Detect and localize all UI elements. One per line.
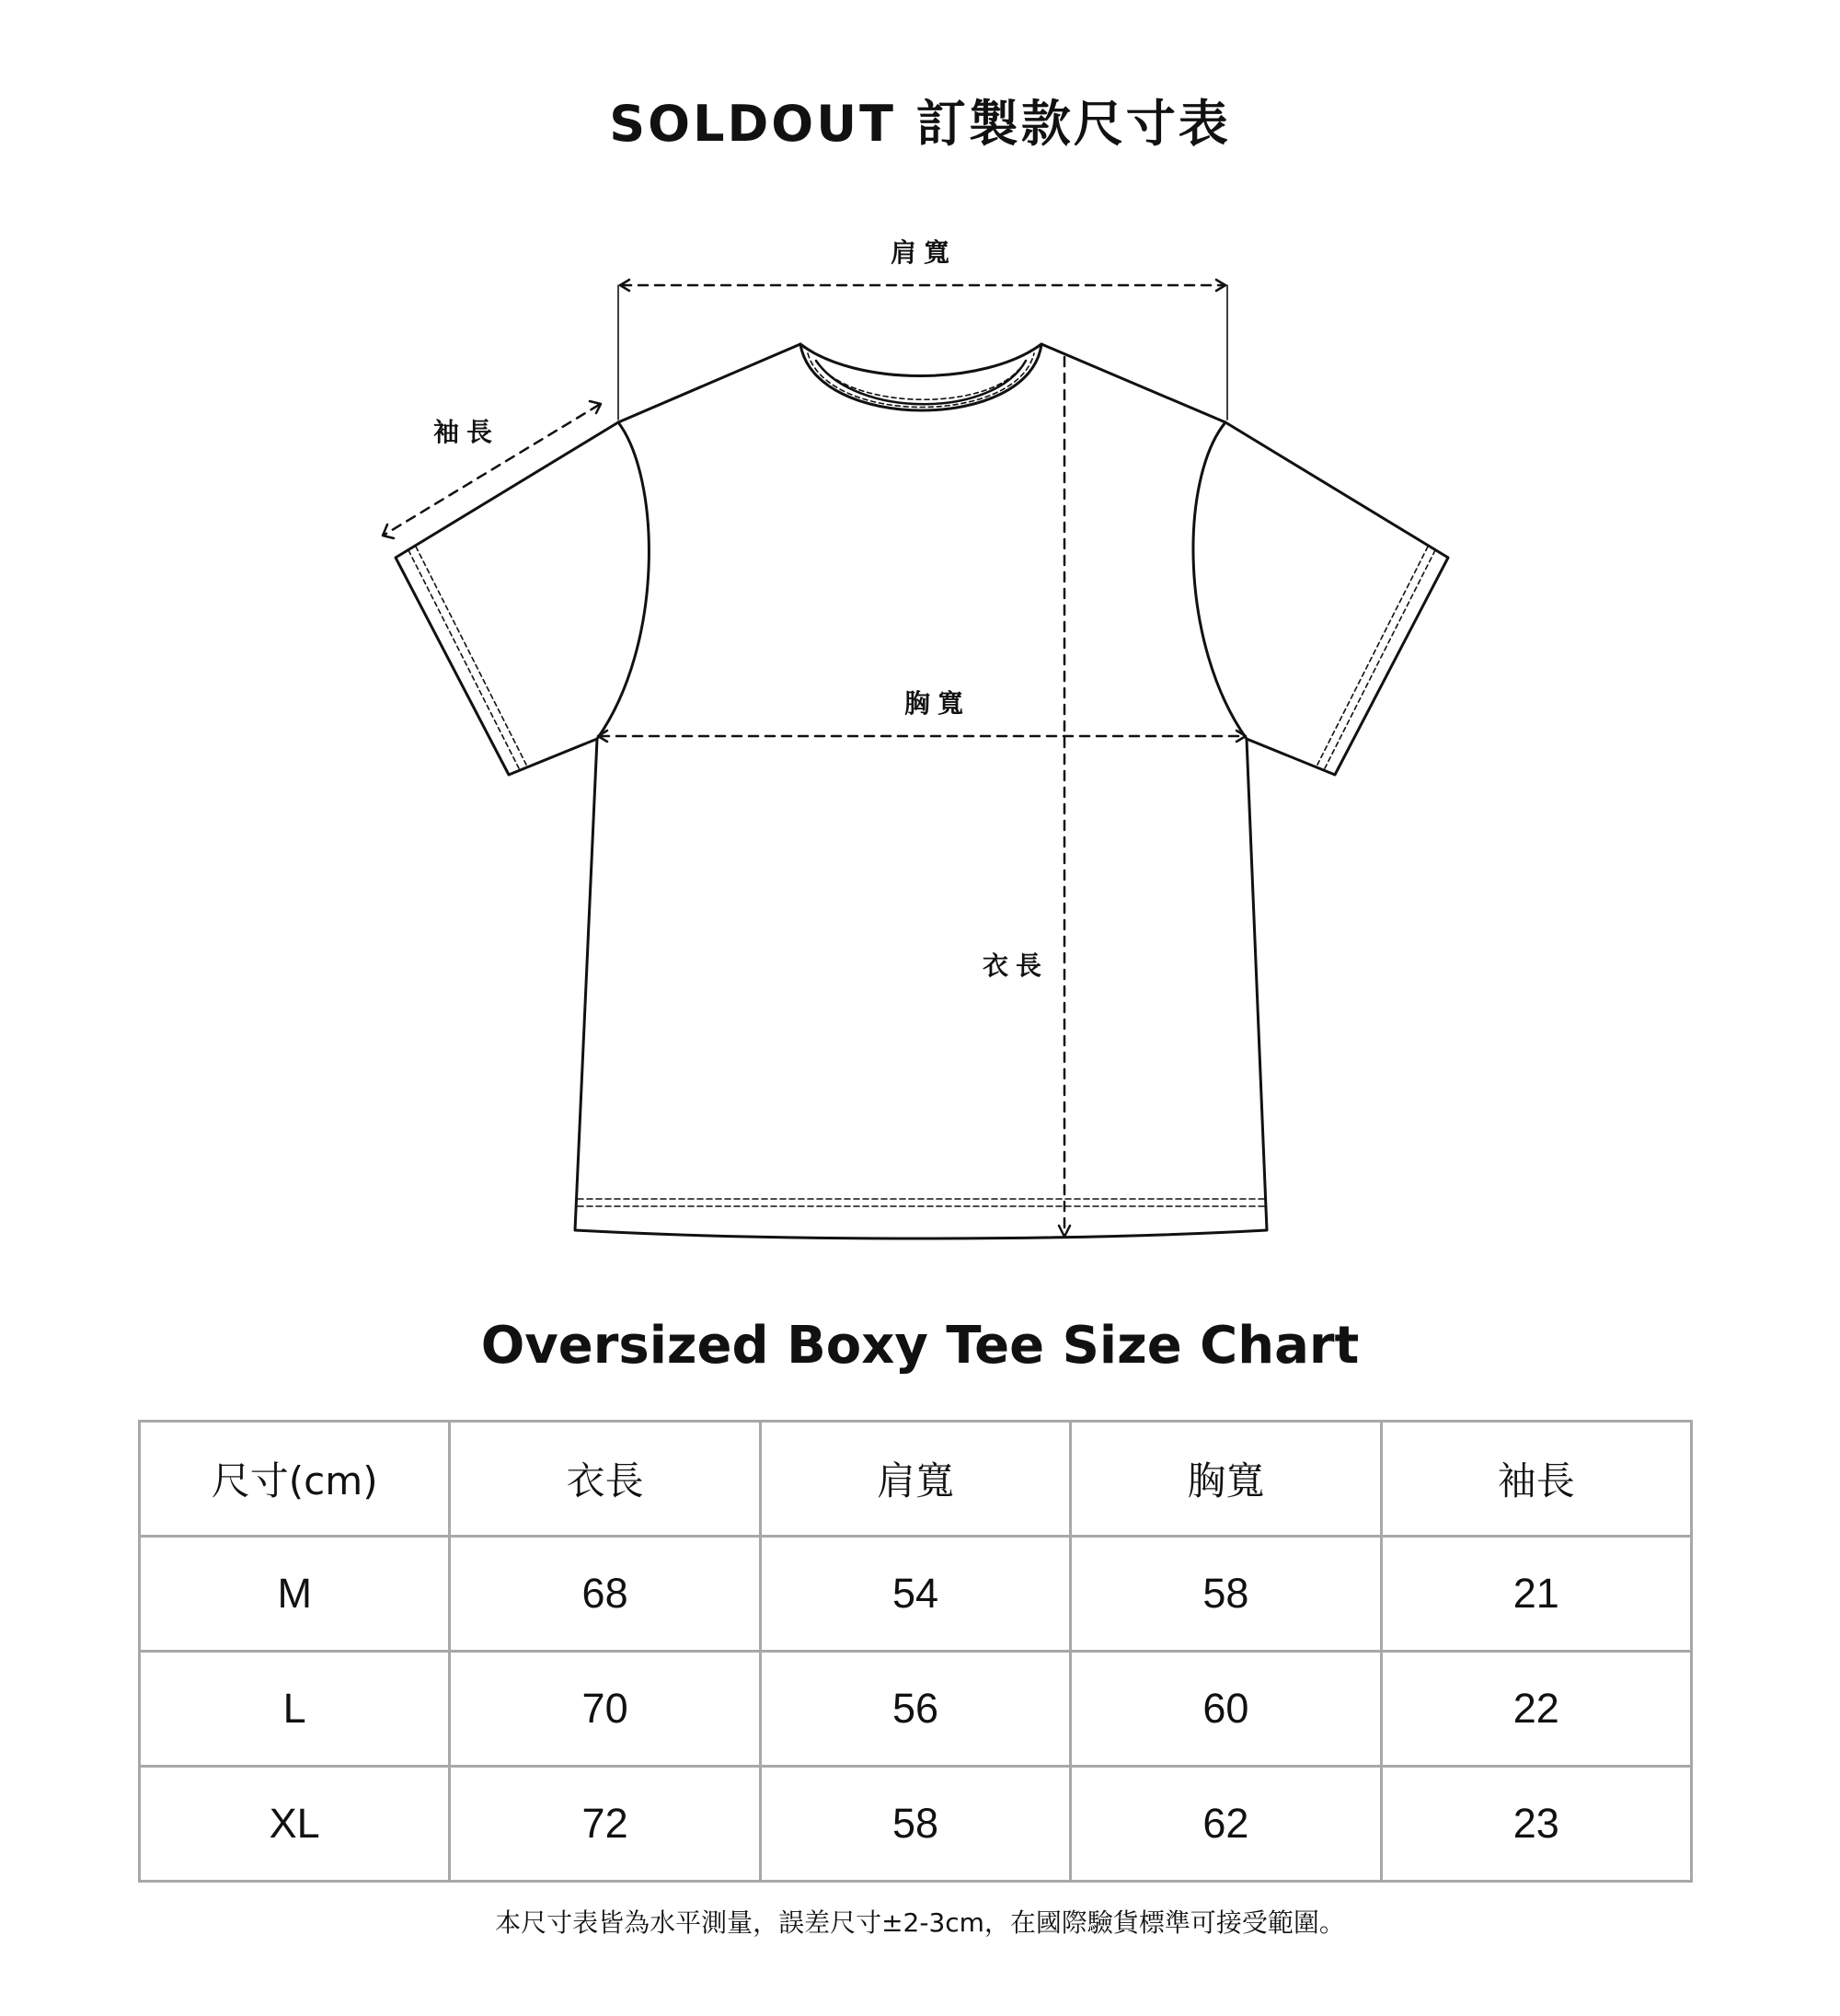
table-row xyxy=(140,1652,1692,1767)
table-cell: L xyxy=(140,1652,450,1767)
table-row xyxy=(140,1767,1692,1882)
table-cell: XL xyxy=(140,1767,450,1882)
header-chest: 胸寬 xyxy=(1071,1422,1381,1537)
table-header-row xyxy=(140,1422,1692,1537)
header-length: 衣長 xyxy=(450,1422,760,1537)
chest-width-label: 胸寬 xyxy=(904,688,972,719)
header-sleeve: 袖長 xyxy=(1381,1422,1691,1537)
table-cell: 68 xyxy=(450,1537,760,1652)
sleeve-length-label: 袖長 xyxy=(433,417,500,447)
table-cell: 58 xyxy=(760,1767,1070,1882)
table-cell: 70 xyxy=(450,1652,760,1767)
size-table xyxy=(138,1420,1693,1883)
table-cell: 72 xyxy=(450,1767,760,1882)
table-cell: 23 xyxy=(1381,1767,1691,1882)
measurement-note: 本尺寸表皆為水平測量，誤差尺寸±2-3cm，在國際驗貨標準可接受範圍。 xyxy=(495,1907,1345,1938)
body-length-label: 衣長 xyxy=(983,950,1050,981)
size-chart-title: Oversized Boxy Tee Size Chart xyxy=(480,1316,1360,1376)
table-cell: 22 xyxy=(1381,1652,1691,1767)
table-cell: 21 xyxy=(1381,1537,1691,1652)
table-cell: 58 xyxy=(1071,1537,1381,1652)
header-size: 尺寸(cm) xyxy=(140,1422,450,1537)
table-cell: 54 xyxy=(760,1537,1070,1652)
table-cell: M xyxy=(140,1537,450,1652)
table-cell: 60 xyxy=(1071,1652,1381,1767)
page-title: SOLDOUT 訂製款尺寸表 xyxy=(609,95,1231,153)
table-row xyxy=(140,1537,1692,1652)
header-shoulder: 肩寬 xyxy=(760,1422,1070,1537)
table-cell: 62 xyxy=(1071,1767,1381,1882)
table-cell: 56 xyxy=(760,1652,1070,1767)
shoulder-width-label: 肩寬 xyxy=(891,237,958,268)
